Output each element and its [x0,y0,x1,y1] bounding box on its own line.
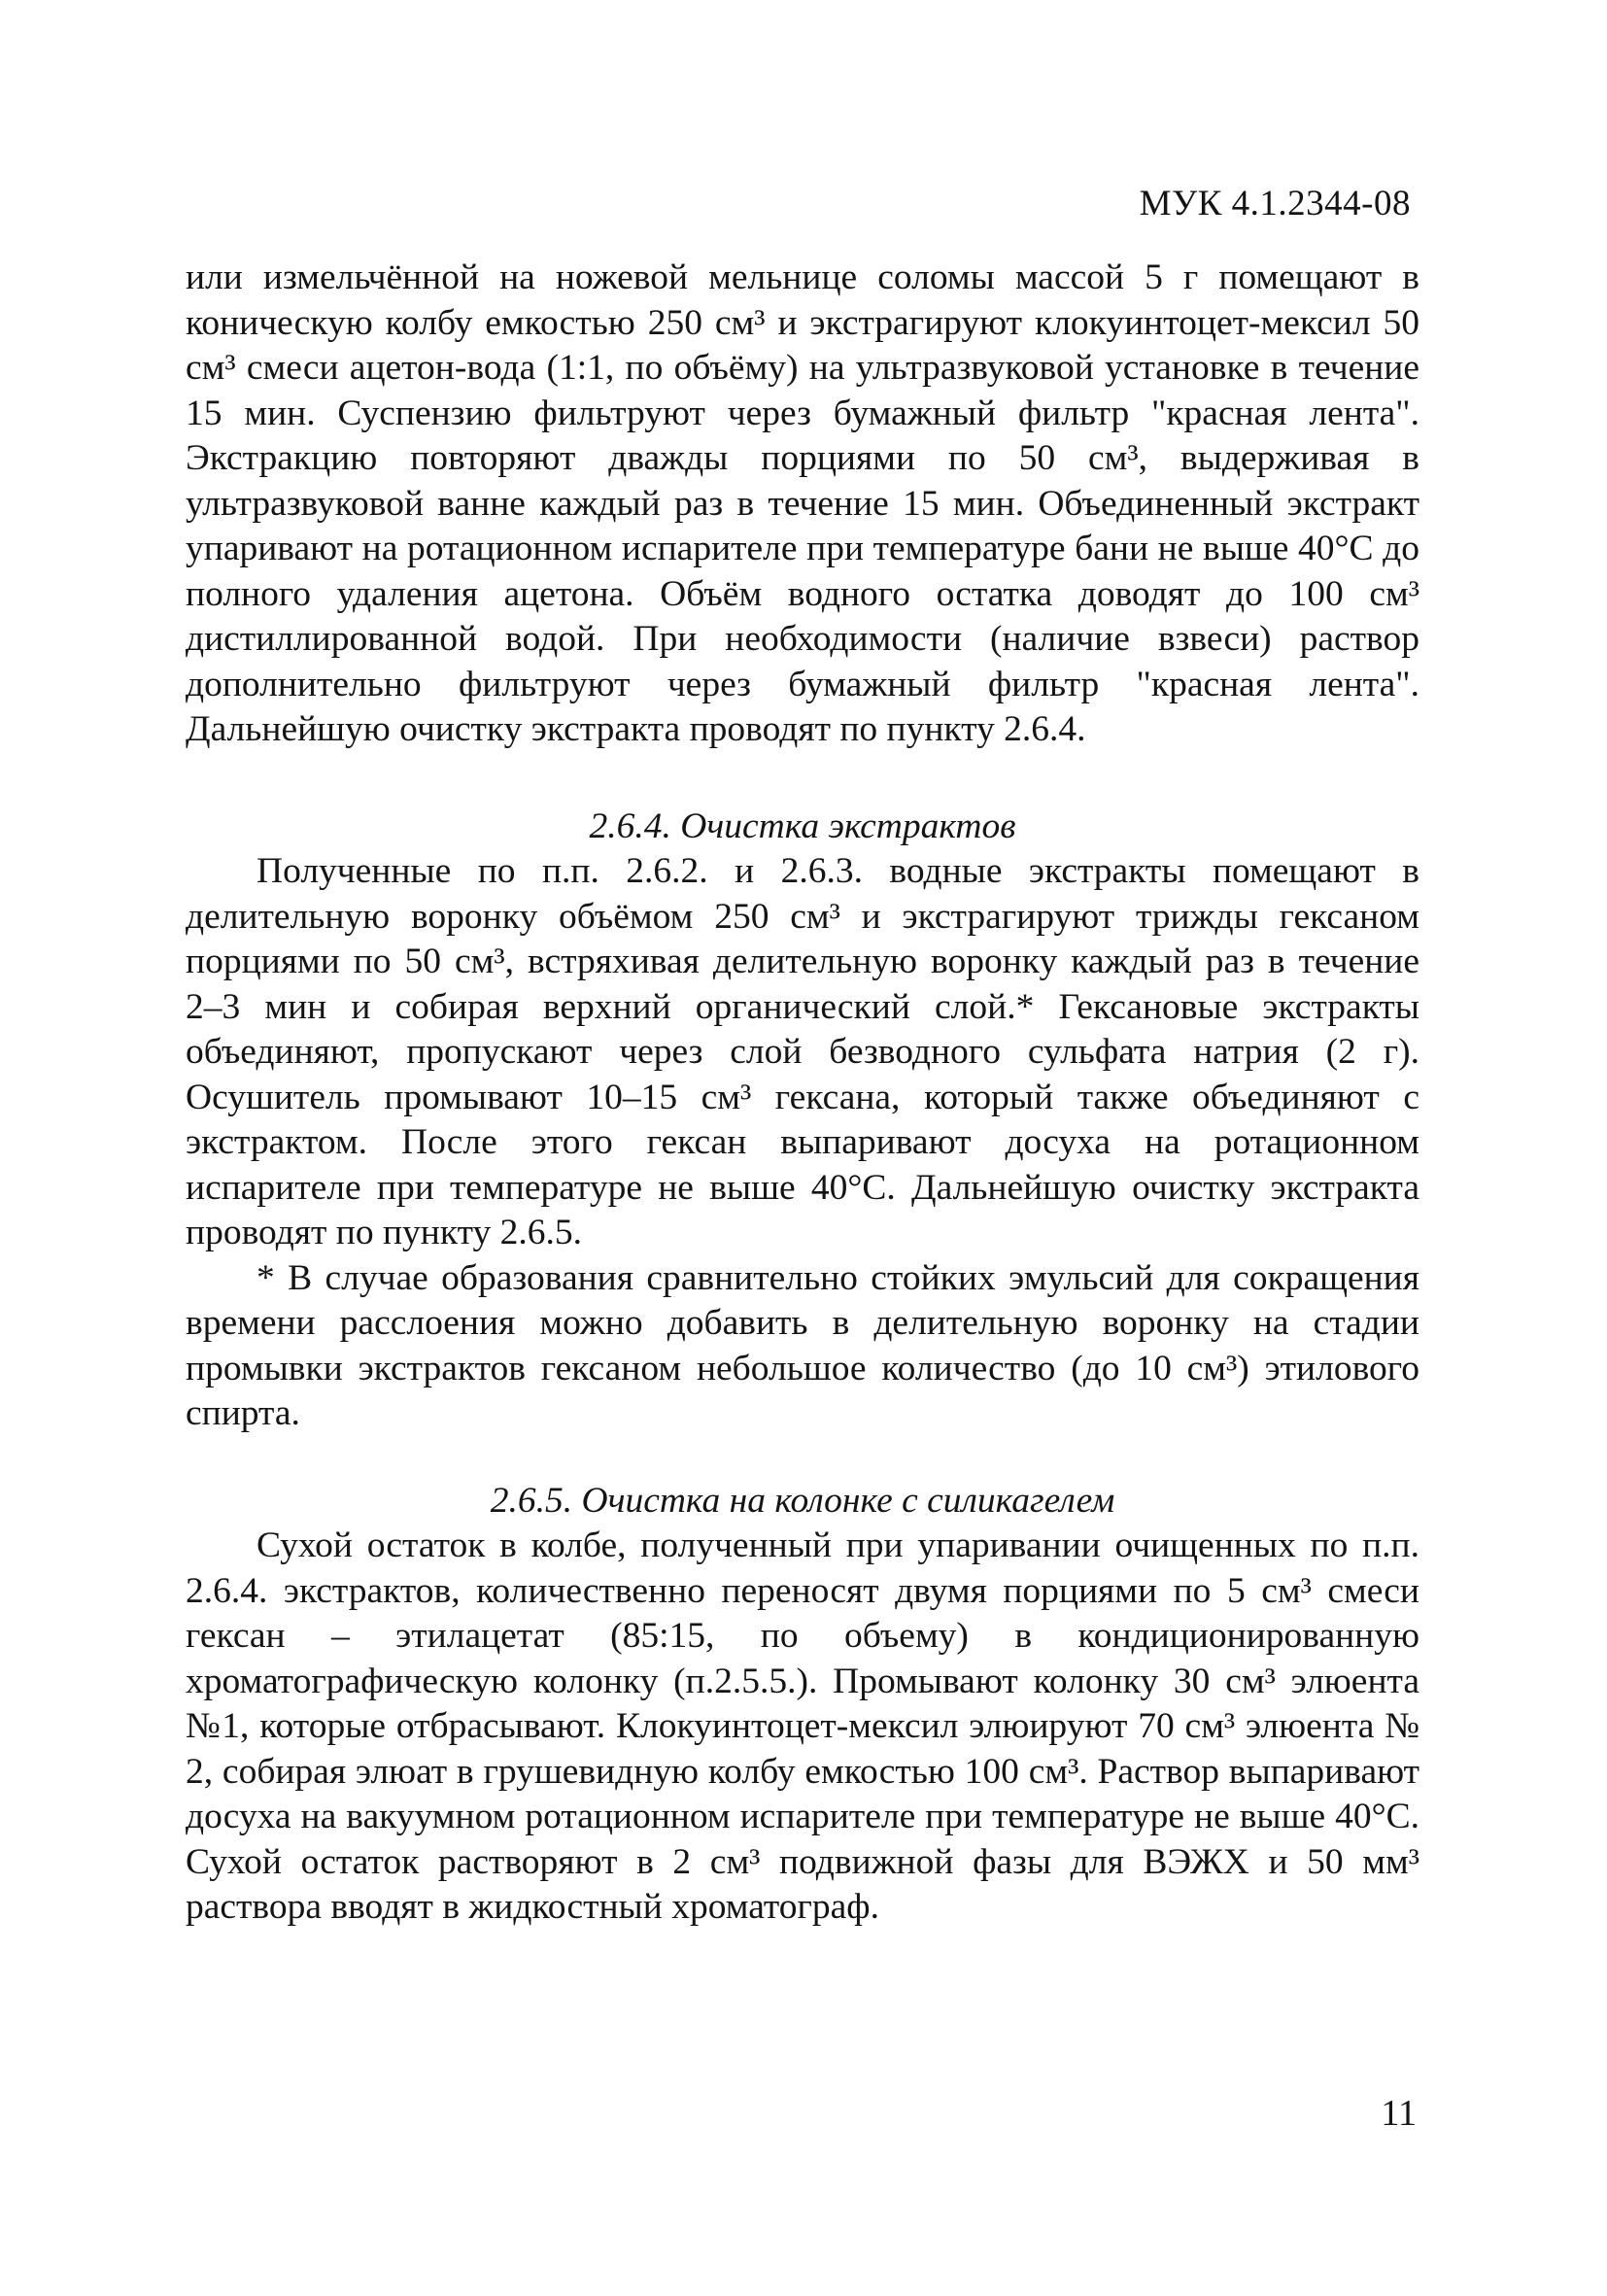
document-code-header: МУК 4.1.2344-08 [1139,184,1411,223]
section-heading-2-6-5: 2.6.5. Очистка на колонке с силикагелем [490,1480,1115,1521]
paragraph-silica-column: Сухой остаток в колбе, полученный при упаривании очищенных по п.п. 2.6.4. экстрактов, количественно переносят двумя порциями по 5 см³ смеси гексан – этилацетат (85:15, по объему) в кондиционированную хроматографическую колонку (п.2.5.5.). Промывают колонку 30 см³ элюента №1, которые отбрасывают. Клокуинтоцет-мексил элюируют 70 см³ элюента № 2, собирая элюат в грушевидную колбу емкостью 100 см³. Раствор выпаривают досуха на вакуумном ротационном испарителе при температуре не выше 40°С. Сухой остаток растворяют в 2 см³ подвижной фазы для ВЭЖХ и 50 мм³ раствора вводят в жидкостный хроматограф. [186,1525,1419,1927]
section-heading-2-6-4: 2.6.4. Очистка экстрактов [589,805,1016,846]
document-body [186,256,1419,1931]
paragraph-extract-cleanup: Полученные по п.п. 2.6.2. и 2.6.3. водные экстракты помещают в делительную воронку объёмом 250 см³ и экстрагируют трижды гексаном порциями по 50 см³, встряхивая делительную воронку каждый раз в течение 2–3 мин и собирая верхний органический слой.* Гексановые экстракты объединяют, пропускают через слой безводного сульфата натрия (2 г). Осушитель промывают 10–15 см³ гексана, который также объединяют с экстрактом. После этого гексан выпаривают досуха на ротационном испарителе при температуре не выше 40°С. Дальнейшую очистку экстракта проводят по пункту 2.6.5. [186,851,1419,1252]
paragraph-extraction-procedure: или измельчённой на ножевой мельнице соломы массой 5 г помещают в коническую колбу емкостью 250 см³ и экстрагируют клокуинтоцет-мексил 50 см³ смеси ацетон-вода (1:1, по объёму) на ультразвуковой установке в течение 15 мин. Суспензию фильтруют через бумажный фильтр "красная лента". Экстракцию повторяют дважды порциями по 50 см³, выдерживая в ультразвуковой ванне каждый раз в течение 15 мин. Объединенный экстракт упаривают на ротационном испарителе при температуре бани не выше 40°С до полного удаления ацетона. Объём водного остатка доводят до 100 см³ дистиллированной водой. При необходимости (наличие взвеси) раствор дополнительно фильтруют через бумажный фильтр "красная лента". Дальнейшую очистку экстракта проводят по пункту 2.6.4. [186,257,1419,749]
page-number: 11 [1381,2093,1417,2134]
footnote-emulsion: * В случае образования сравнительно стойких эмульсий для сокращения времени расслоения можно добавить в делительную воронку на стадии промывки экстрактов гексаном небольшое количество (до 10 см³) этилового спирта. [186,1257,1419,1433]
